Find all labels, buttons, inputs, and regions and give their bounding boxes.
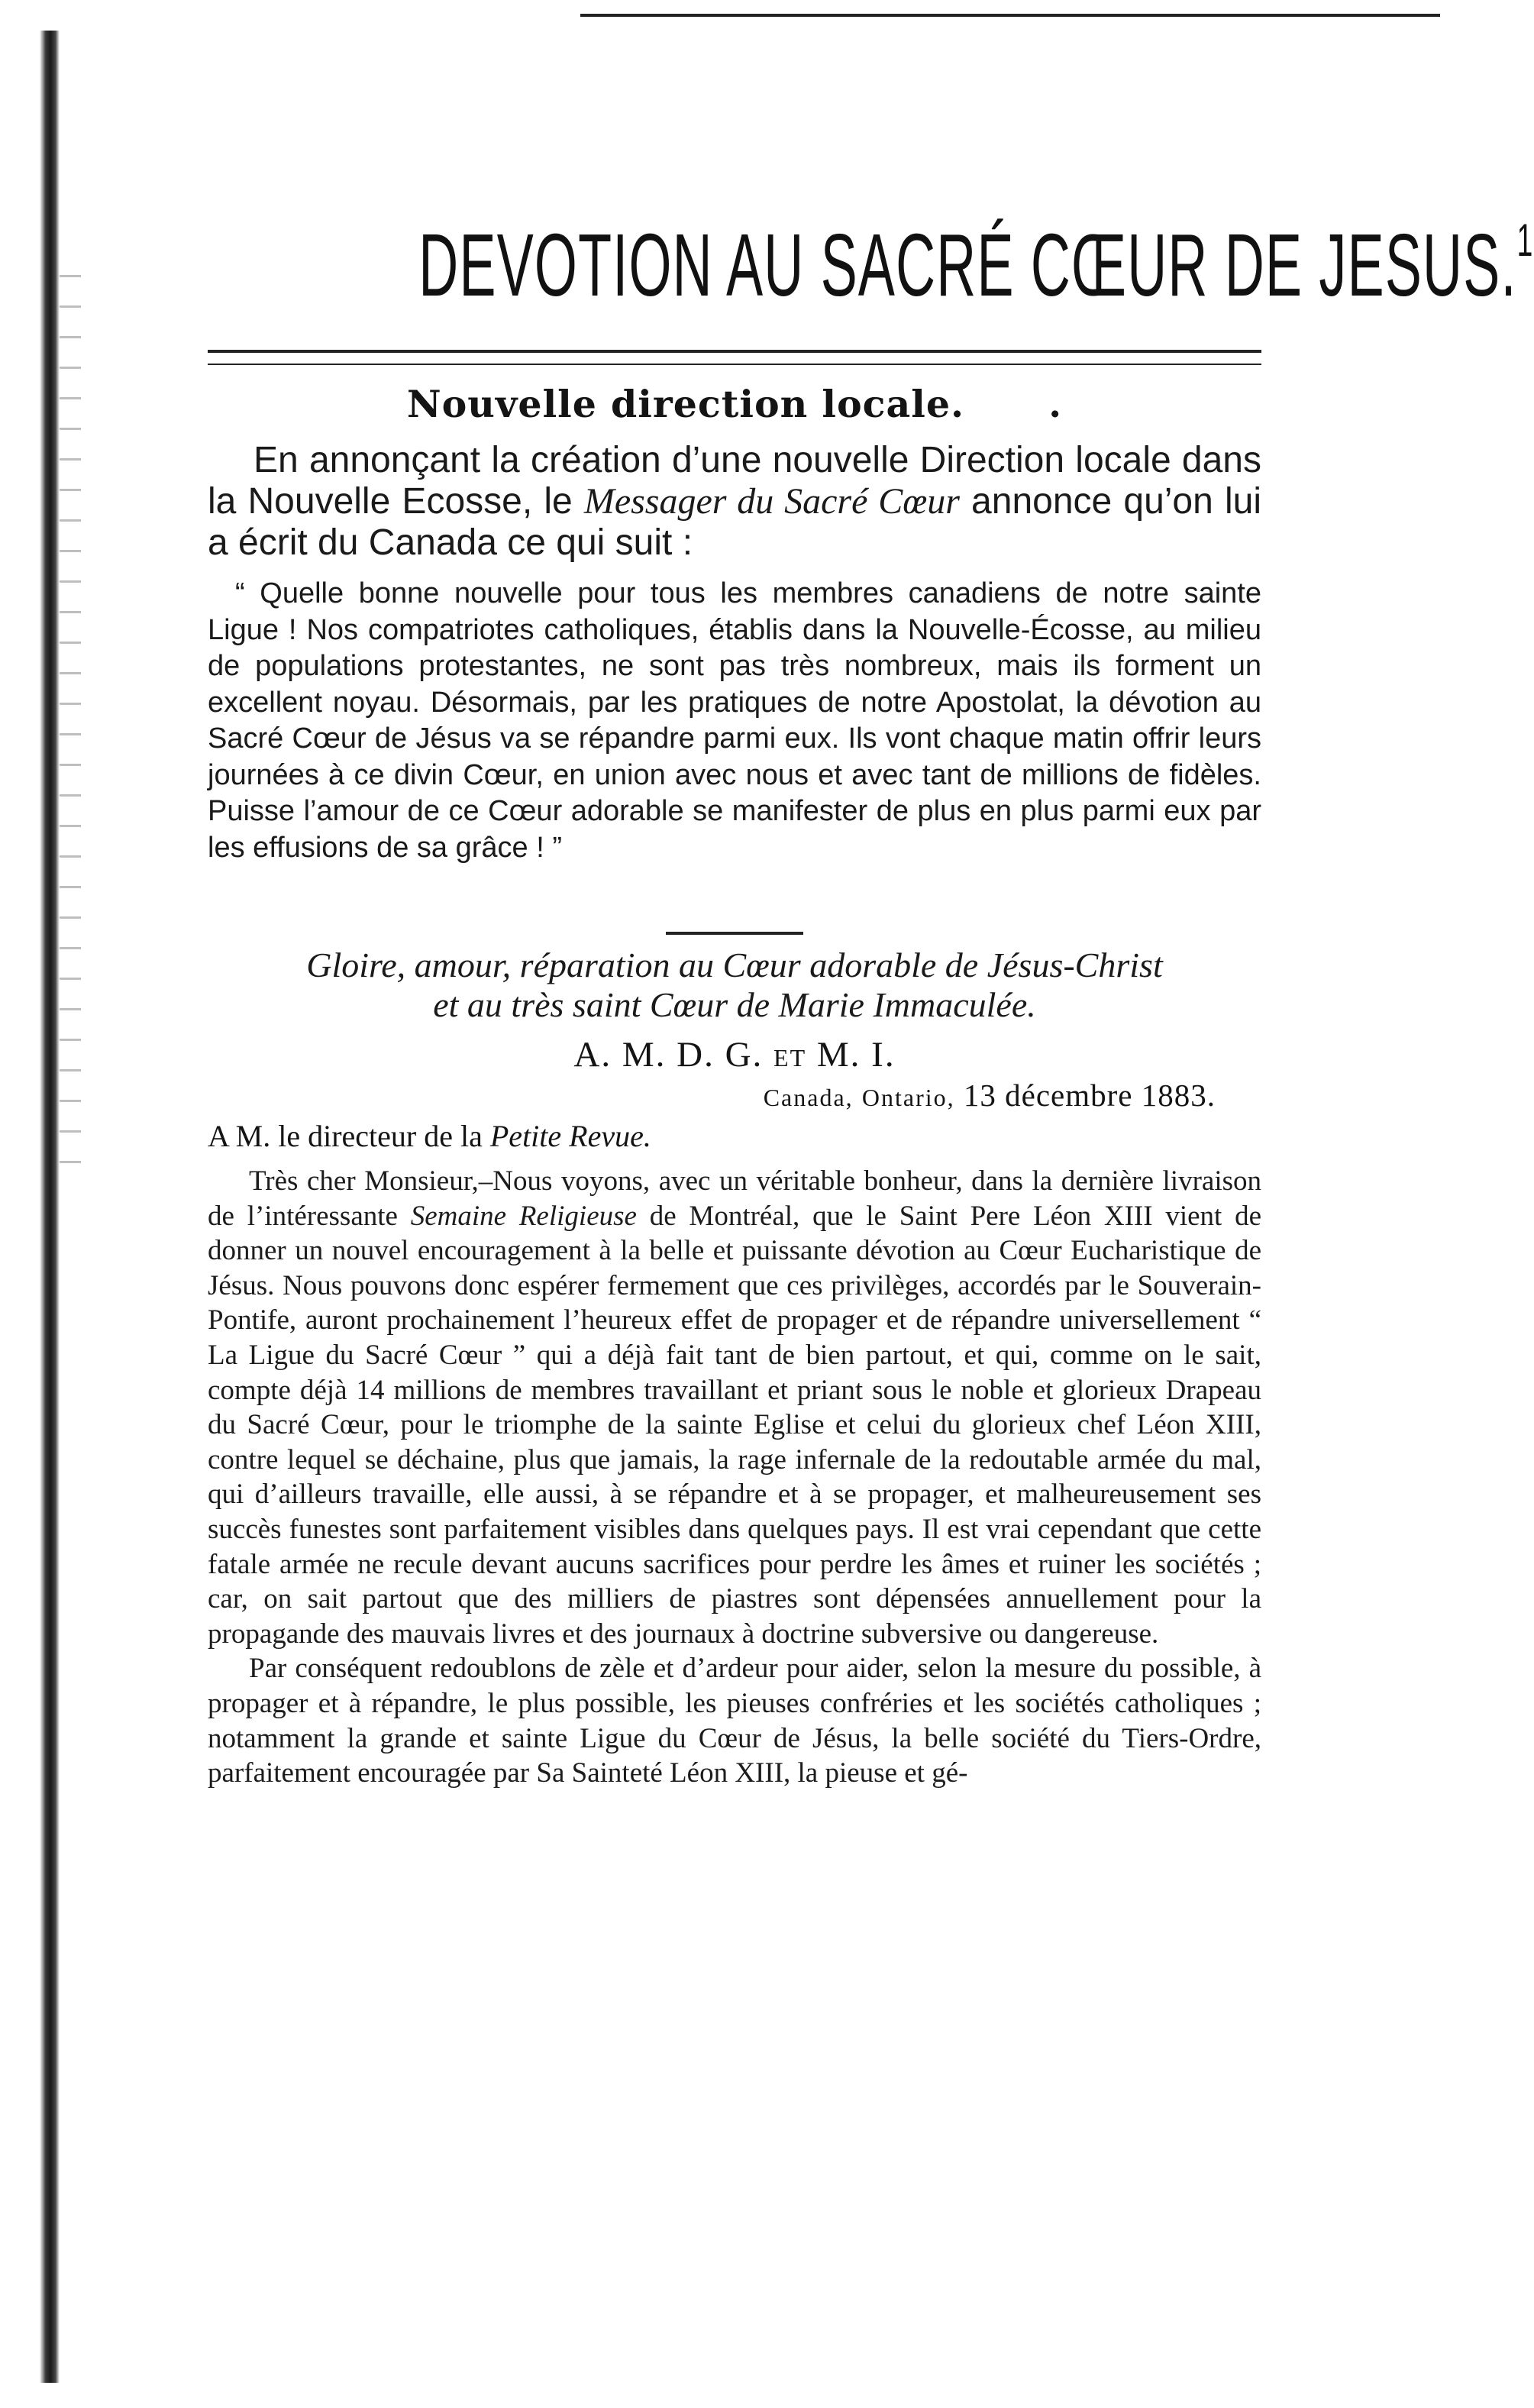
motto-line-1: Gloire, amour, réparation au Cœur adorable de Jésus-Christ bbox=[306, 945, 1163, 984]
amdg-et: ET bbox=[773, 1044, 807, 1071]
footnote-mark: 1 bbox=[1516, 215, 1534, 266]
title-double-rule bbox=[208, 350, 1261, 365]
intro-publication-title: Messager du Sacré Cœur bbox=[583, 481, 960, 522]
page-title bbox=[418, 214, 1534, 316]
dateline bbox=[764, 1077, 1216, 1113]
section-heading bbox=[208, 382, 1261, 426]
quoted-letter-text: “ Quelle bonne nouvelle pour tous les membres canadiens de notre sainte Ligue ! Nos compatriotes catholiques, établis dans la Nouvelle-Écosse, au milieu de populations protestantes, ne sont pas très nombreux, mais ils forment un excellent noyau. Désormais, par les pratiques de notre Apostolat, la dévotion au Sacré Cœur de Jésus va se répandre parmi eux. Ils vont chaque matin offrir leurs journées à ce divin Cœur, en union avec nous et avec tant de millions de fidèles. Puisse l’amour de ce Cœur adorable se manifester de plus en plus parmi eux par les effusions de sa grâce ! ” bbox=[208, 577, 1261, 864]
page-title-text: DEVOTION AU SACRÉ CŒUR DE JESUS. bbox=[418, 215, 1517, 315]
addressee-publication: Petite Revue. bbox=[489, 1119, 651, 1153]
addressee bbox=[208, 1118, 651, 1154]
letter-p1-start: Très cher Monsieur,–Nous voyons, avec un véritable bonheur, dans la dernière livraison de l’intéressante bbox=[208, 1165, 1261, 1232]
letter-paragraph-1 bbox=[208, 1164, 1261, 1651]
scan-binding-edge bbox=[40, 31, 60, 2383]
amdg-line bbox=[208, 1034, 1261, 1075]
dateline-canada: Canada, bbox=[763, 1084, 854, 1111]
heading-stray-dot: . bbox=[1048, 382, 1063, 426]
dateline-date: 13 décembre 1883. bbox=[963, 1078, 1216, 1113]
amdg-part-2: M. I. bbox=[816, 1035, 896, 1075]
motto bbox=[208, 945, 1261, 1025]
letter-p1-publication: Semaine Religieuse bbox=[410, 1200, 637, 1232]
quoted-letter bbox=[208, 576, 1261, 866]
dateline-ontario: Ontario, bbox=[861, 1084, 955, 1111]
section-divider bbox=[666, 932, 803, 935]
scan-binding-specks bbox=[60, 275, 81, 1191]
letter-p1-rest: de Montréal, que le Saint Pere Léon XIII vient de donner un nouvel encouragement à la belle et puissante dévotion au Cœur Eucharistique de Jésus. Nous pouvons donc espérer fermement que ces privilèges, accordés par le Souverain-Pontife, auront prochainement l’heureux effet de propager et de répandre universellement “ La Ligue du Sacré Cœur ” qui a déjà fait tant de bien partout, et qui, comme on le sait, compte déjà 14 millions de membres travaillant et priant sous le noble et glorieux Drapeau du Sacré Cœur, pour le triomphe de la sainte Eglise et celui du glorieux chef Léon XIII, contre lequel se déchaine, plus que jamais, la rage infernale de la redoutable armée du mal, qui d’ailleurs travaille, elle aussi, à se répandre et à se propager, et malheureusement ses succès funestes sont parfaitement visibles dans quelques pays. Il est vrai cependant que cette fatale armée ne recule devant aucuns sacrifices pour perdre les âmes et ruiner les sociétés ; car, on sait partout que des milliers de piastres sont dépensées annuellement pour la propagande des mauvais livres et des journaux à doctrine subversive ou dangereuse. bbox=[208, 1200, 1262, 1650]
amdg-part-1: A. M. D. G. bbox=[573, 1035, 764, 1075]
addressee-text: A M. le directeur de la bbox=[208, 1119, 490, 1153]
intro-paragraph bbox=[208, 440, 1261, 564]
intro-text-before: En annonçant la création d’une nouvelle Direction locale dans la Nouvelle Ecosse, le bbox=[208, 440, 1261, 522]
motto-line-2: et au très saint Cœur de Marie Immaculée. bbox=[433, 985, 1036, 1024]
intro-text-after: annonce qu’on lui a écrit du Canada ce qui suit : bbox=[208, 481, 1261, 563]
letter-body bbox=[208, 1164, 1261, 1791]
section-heading-text: Nouvelle direction locale. bbox=[406, 382, 965, 426]
letter-paragraph-2: Par conséquent redoublons de zèle et d’ardeur pour aider, selon la mesure du possible, à propager et à répandre, le plus possible, les pieuses confréries et les sociétés catholiques ; notamment la grande et sainte Ligue du Cœur de Jésus, la belle société du Tiers-Ordre, parfaitement encouragée par Sa Sainteté Léon XIII, la pieuse et gé- bbox=[208, 1653, 1261, 1789]
top-rule bbox=[580, 14, 1440, 17]
